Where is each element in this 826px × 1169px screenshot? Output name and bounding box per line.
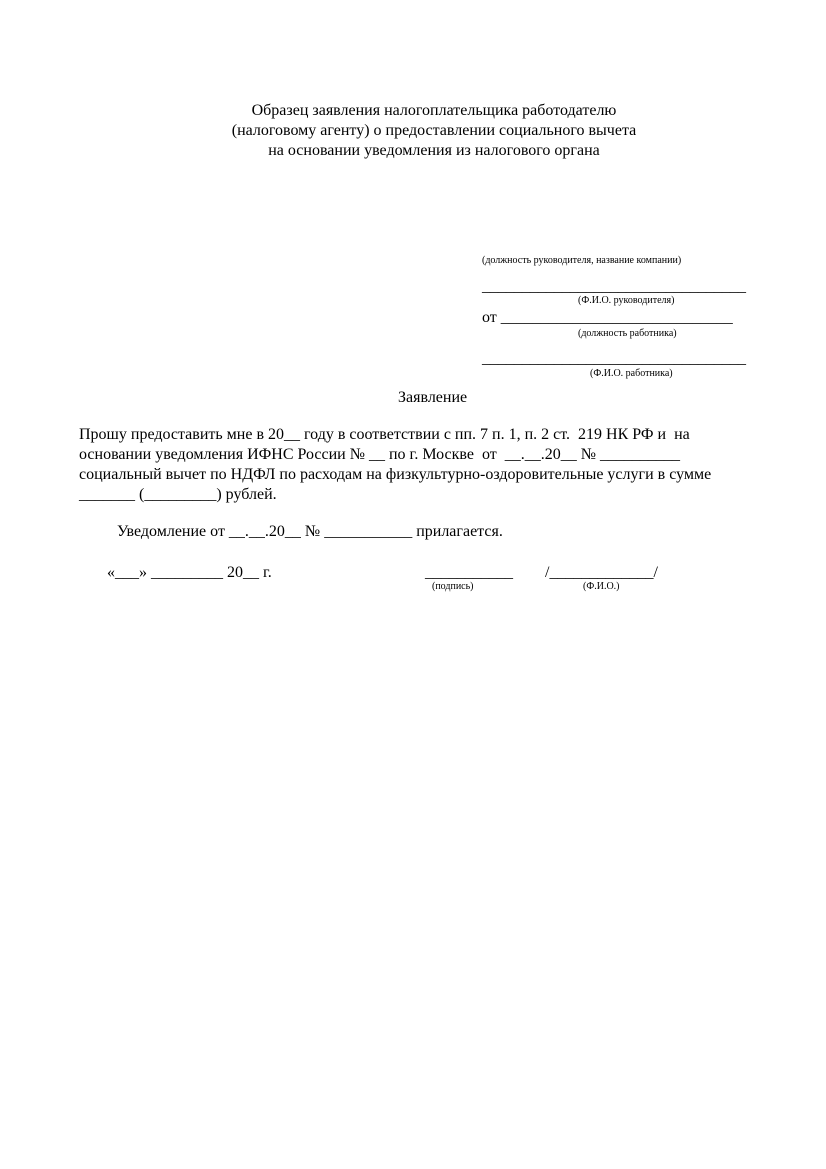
- employee-name-caption: (Ф.И.О. работника): [590, 368, 673, 379]
- director-line: _________________________________: [482, 278, 746, 295]
- position-company-caption: (должность руководителя, название компании): [482, 255, 682, 266]
- signature-line: ___________: [425, 564, 513, 581]
- doc-heading: Заявление: [398, 389, 468, 406]
- title-line-3: на основании уведомления из налогового органа: [268, 142, 600, 159]
- director-caption: (Ф.И.О. руководителя): [578, 295, 675, 306]
- body-line-4: _______ (_________) рублей.: [79, 486, 277, 503]
- employee-line: _________________________________: [482, 350, 746, 367]
- title-line-1: Образец заявления налогоплательщика работодателю: [251, 102, 617, 119]
- name-caption: (Ф.И.О.): [583, 581, 620, 592]
- date-line: «___» _________ 20__ г.: [107, 564, 272, 581]
- body-line-2: основании уведомления ИФНС России № __ по г. Москве от __.__.20__ № __________: [79, 446, 681, 463]
- title-line-2: (налоговому агенту) о предоставлении социального вычета: [231, 122, 637, 139]
- name-line: /_____________/: [545, 564, 658, 581]
- attachment-line: Уведомление от __.__.20__ № ___________ прилагается.: [117, 523, 503, 540]
- signature-caption: (подпись): [432, 581, 474, 592]
- body-line-3: социальный вычет по НДФЛ по расходам на физкультурно-оздоровительные услуги в сумме: [79, 466, 712, 483]
- from-line: от _____________________________: [482, 309, 733, 326]
- body-line-1: Прошу предоставить мне в 20__ году в соответствии с пп. 7 п. 1, п. 2 ст. 219 НК РФ и на: [79, 426, 690, 443]
- employee-position-caption: (должность работника): [578, 328, 677, 339]
